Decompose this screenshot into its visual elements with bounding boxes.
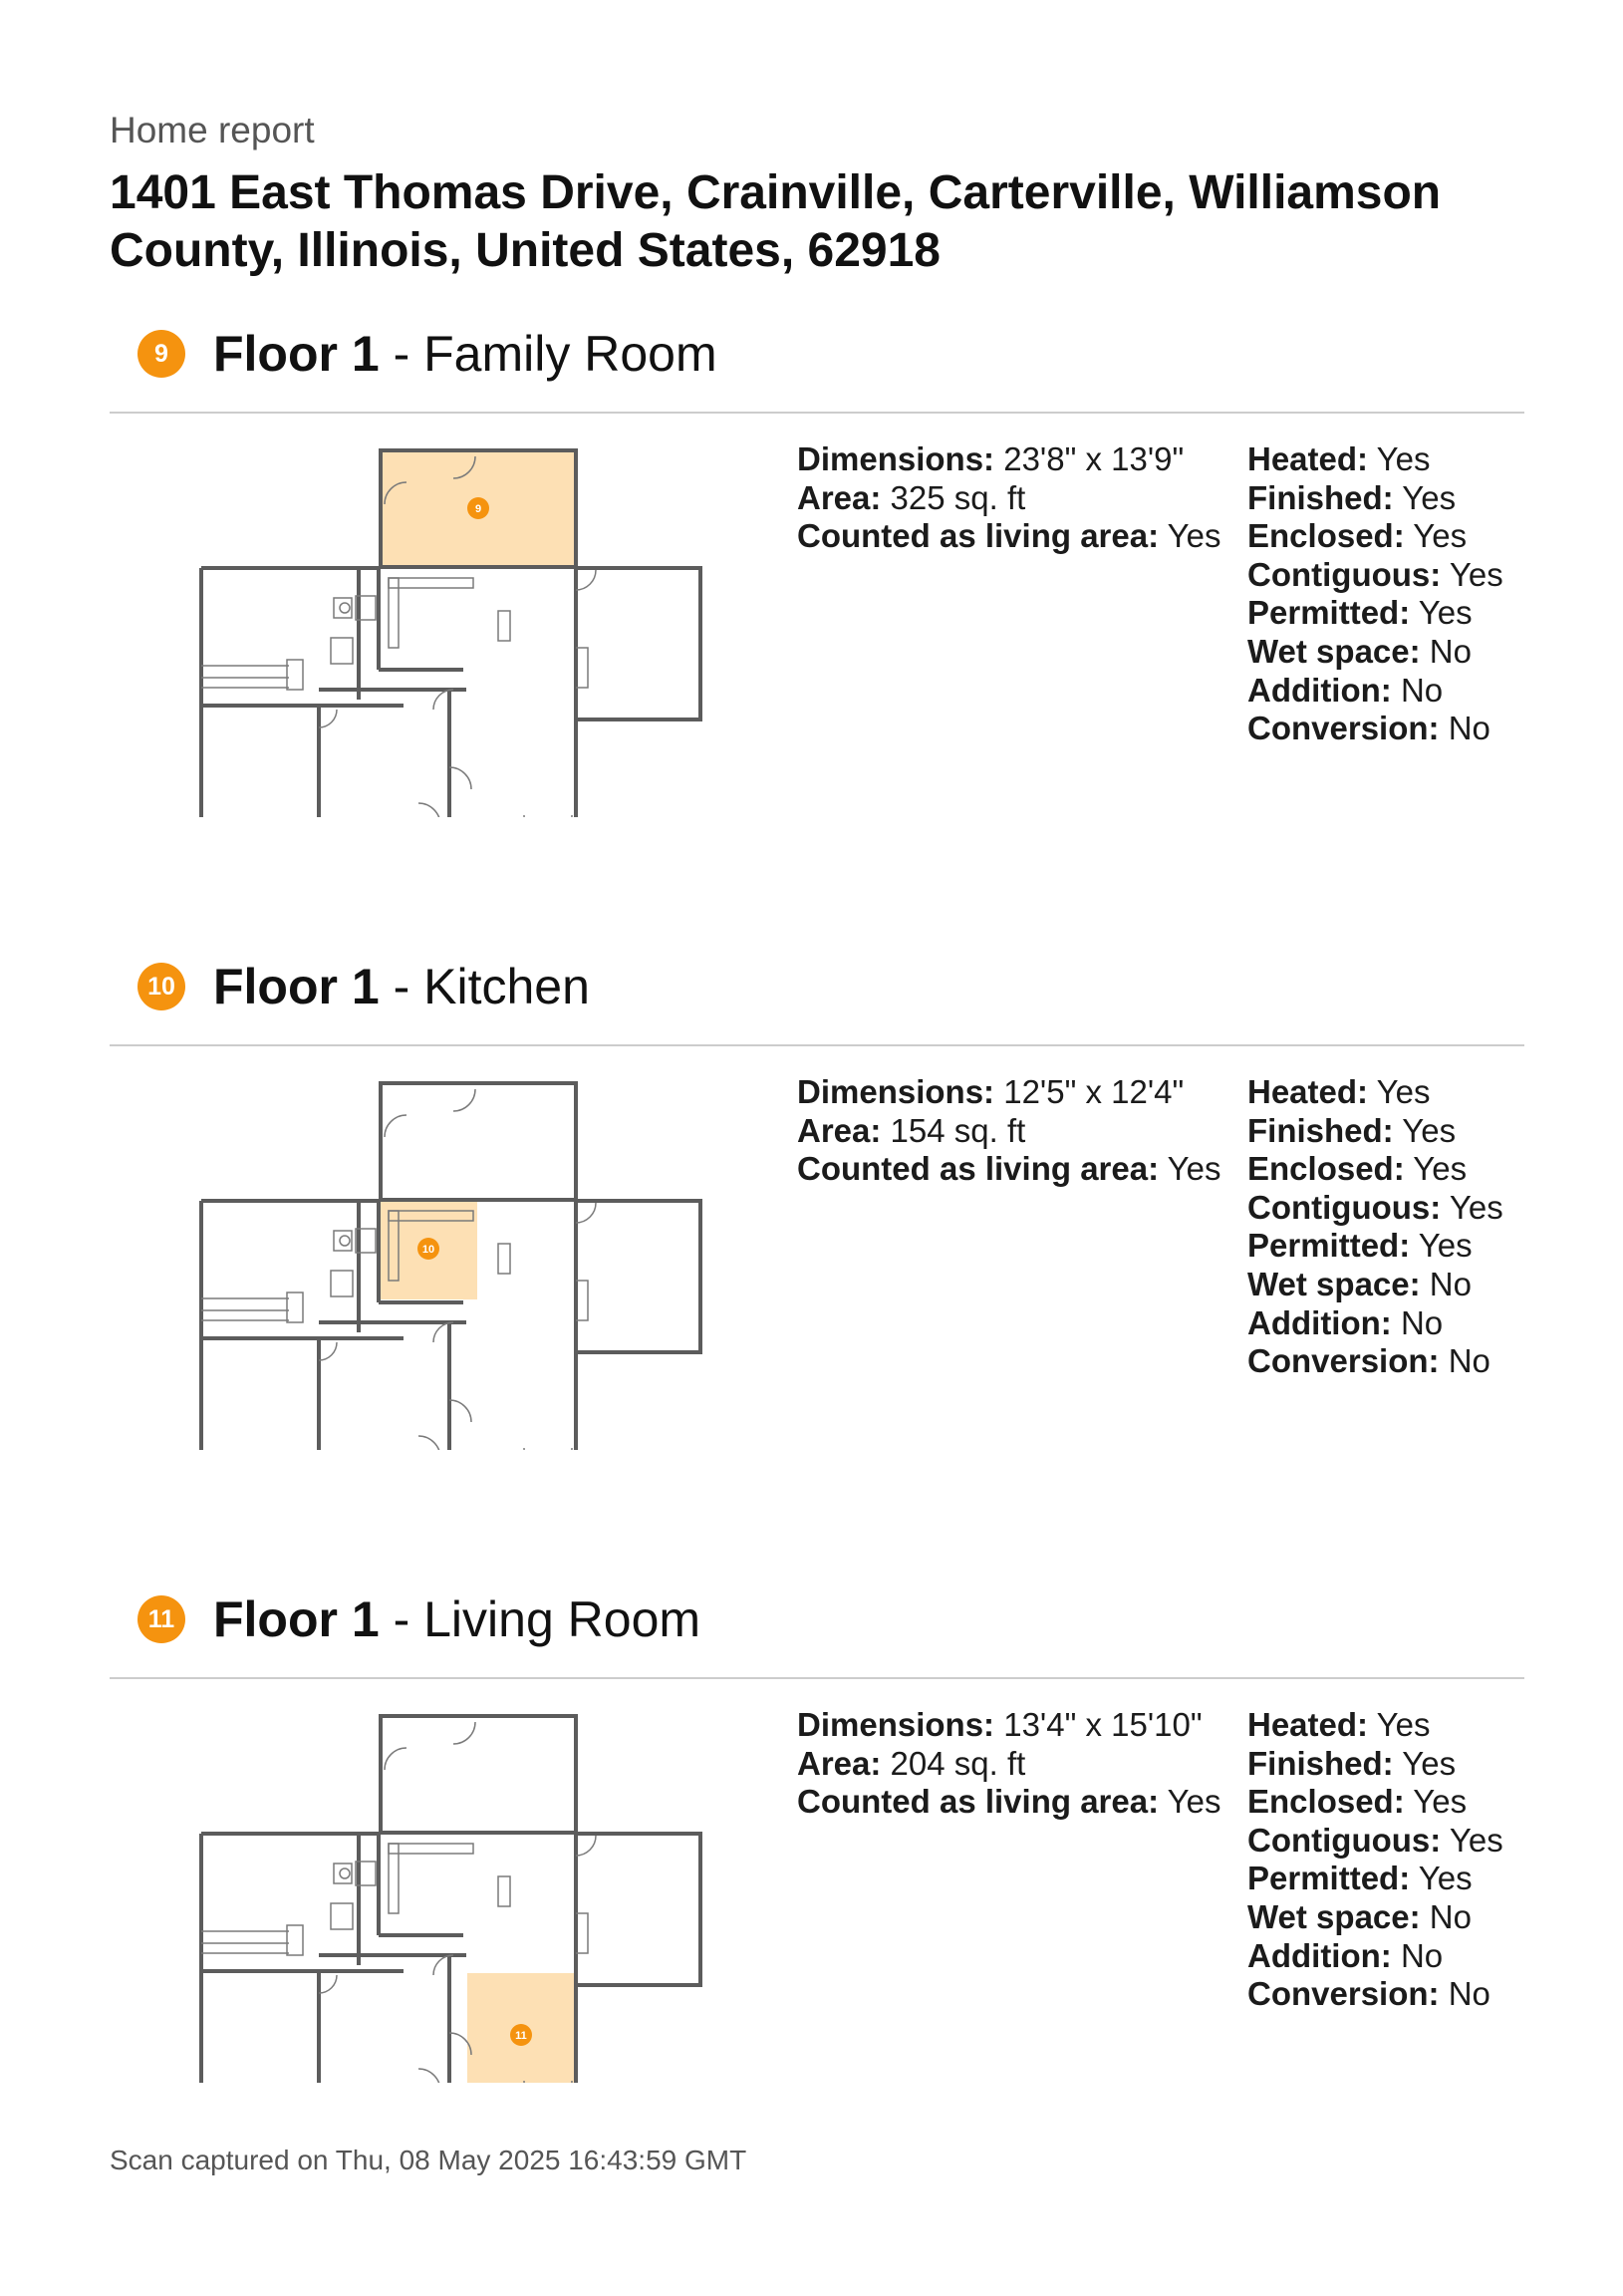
room-number-badge: 10 (137, 963, 185, 1010)
flag-addition: Addition: No (1247, 1303, 1444, 1341)
flag-contiguous: Contiguous: Yes (1247, 1821, 1503, 1859)
living-area-row: Counted as living area: Yes (797, 1783, 1221, 1821)
section-divider (110, 412, 1524, 414)
room-details (797, 1706, 1221, 1822)
room-name: Family Room (423, 326, 717, 382)
floor-label: Floor 1 (213, 326, 380, 382)
flag-conversion: Conversion: No (1247, 710, 1490, 747)
room-flags (1247, 1073, 1503, 1381)
room-name: Living Room (423, 1591, 701, 1647)
section-divider (110, 1044, 1524, 1046)
floor-plan (179, 438, 707, 817)
room-details (797, 440, 1221, 556)
room-title (213, 325, 717, 383)
report-label: Home report (110, 110, 315, 150)
room-section-family-room (0, 319, 1623, 917)
room-title (213, 958, 590, 1015)
room-flags (1247, 1706, 1503, 2014)
floor-plan (179, 1704, 707, 2083)
flag-finished: Finished: Yes (1247, 1744, 1457, 1782)
room-section-living-room (0, 1584, 1623, 2182)
flag-permitted: Permitted: Yes (1247, 1860, 1473, 1897)
flag-addition: Addition: No (1247, 671, 1444, 709)
flag-addition: Addition: No (1247, 1936, 1444, 1974)
room-flags (1247, 440, 1503, 748)
room-marker-label: 10 (421, 1244, 435, 1256)
flag-enclosed: Enclosed: Yes (1247, 517, 1468, 555)
dimensions-row: Dimensions: 13'4" x 15'10" (797, 1706, 1203, 1743)
flag-enclosed: Enclosed: Yes (1247, 1150, 1468, 1188)
title-separator: - (379, 1591, 424, 1647)
scan-timestamp: Scan captured on Thu, 08 May 2025 16:43:59 GMT (110, 2145, 747, 2175)
title-separator: - (379, 326, 424, 382)
flag-enclosed: Enclosed: Yes (1247, 1783, 1468, 1821)
room-marker-label: 9 (474, 503, 482, 515)
flag-heated: Heated: Yes (1247, 1706, 1431, 1743)
living-area-row: Counted as living area: Yes (797, 1150, 1221, 1188)
section-divider (110, 1677, 1524, 1679)
floor-plan (179, 1071, 707, 1450)
flag-permitted: Permitted: Yes (1247, 594, 1473, 632)
area-row: Area: 325 sq. ft (797, 478, 1026, 516)
area-row: Area: 204 sq. ft (797, 1744, 1026, 1782)
flag-wet-space: Wet space: No (1247, 1265, 1472, 1302)
flag-conversion: Conversion: No (1247, 1342, 1490, 1380)
room-number-badge: 11 (137, 1595, 185, 1643)
room-marker-label: 11 (515, 2030, 527, 2042)
title-separator: - (379, 959, 424, 1014)
flag-permitted: Permitted: Yes (1247, 1227, 1473, 1265)
area-row: Area: 154 sq. ft (797, 1111, 1026, 1149)
flag-finished: Finished: Yes (1247, 1111, 1457, 1149)
floor-label: Floor 1 (213, 1591, 380, 1647)
dimensions-row: Dimensions: 23'8" x 13'9" (797, 440, 1185, 477)
flag-contiguous: Contiguous: Yes (1247, 555, 1503, 593)
room-section-kitchen (0, 952, 1623, 1550)
flag-conversion: Conversion: No (1247, 1975, 1490, 2013)
flag-contiguous: Contiguous: Yes (1247, 1188, 1503, 1226)
flag-wet-space: Wet space: No (1247, 1897, 1472, 1935)
room-name: Kitchen (423, 959, 590, 1014)
room-number-badge: 9 (137, 330, 185, 378)
flag-heated: Heated: Yes (1247, 440, 1431, 477)
dimensions-row: Dimensions: 12'5" x 12'4" (797, 1073, 1185, 1110)
room-title (213, 1590, 700, 1648)
floor-label: Floor 1 (213, 959, 380, 1014)
flag-wet-space: Wet space: No (1247, 632, 1472, 670)
living-area-row: Counted as living area: Yes (797, 517, 1221, 555)
flag-finished: Finished: Yes (1247, 478, 1457, 516)
flag-heated: Heated: Yes (1247, 1073, 1431, 1110)
room-details (797, 1073, 1221, 1189)
property-address: 1401 East Thomas Drive, Crainville, Carterville, Williamson County, Illinois, United States, 62918 (110, 166, 1442, 277)
